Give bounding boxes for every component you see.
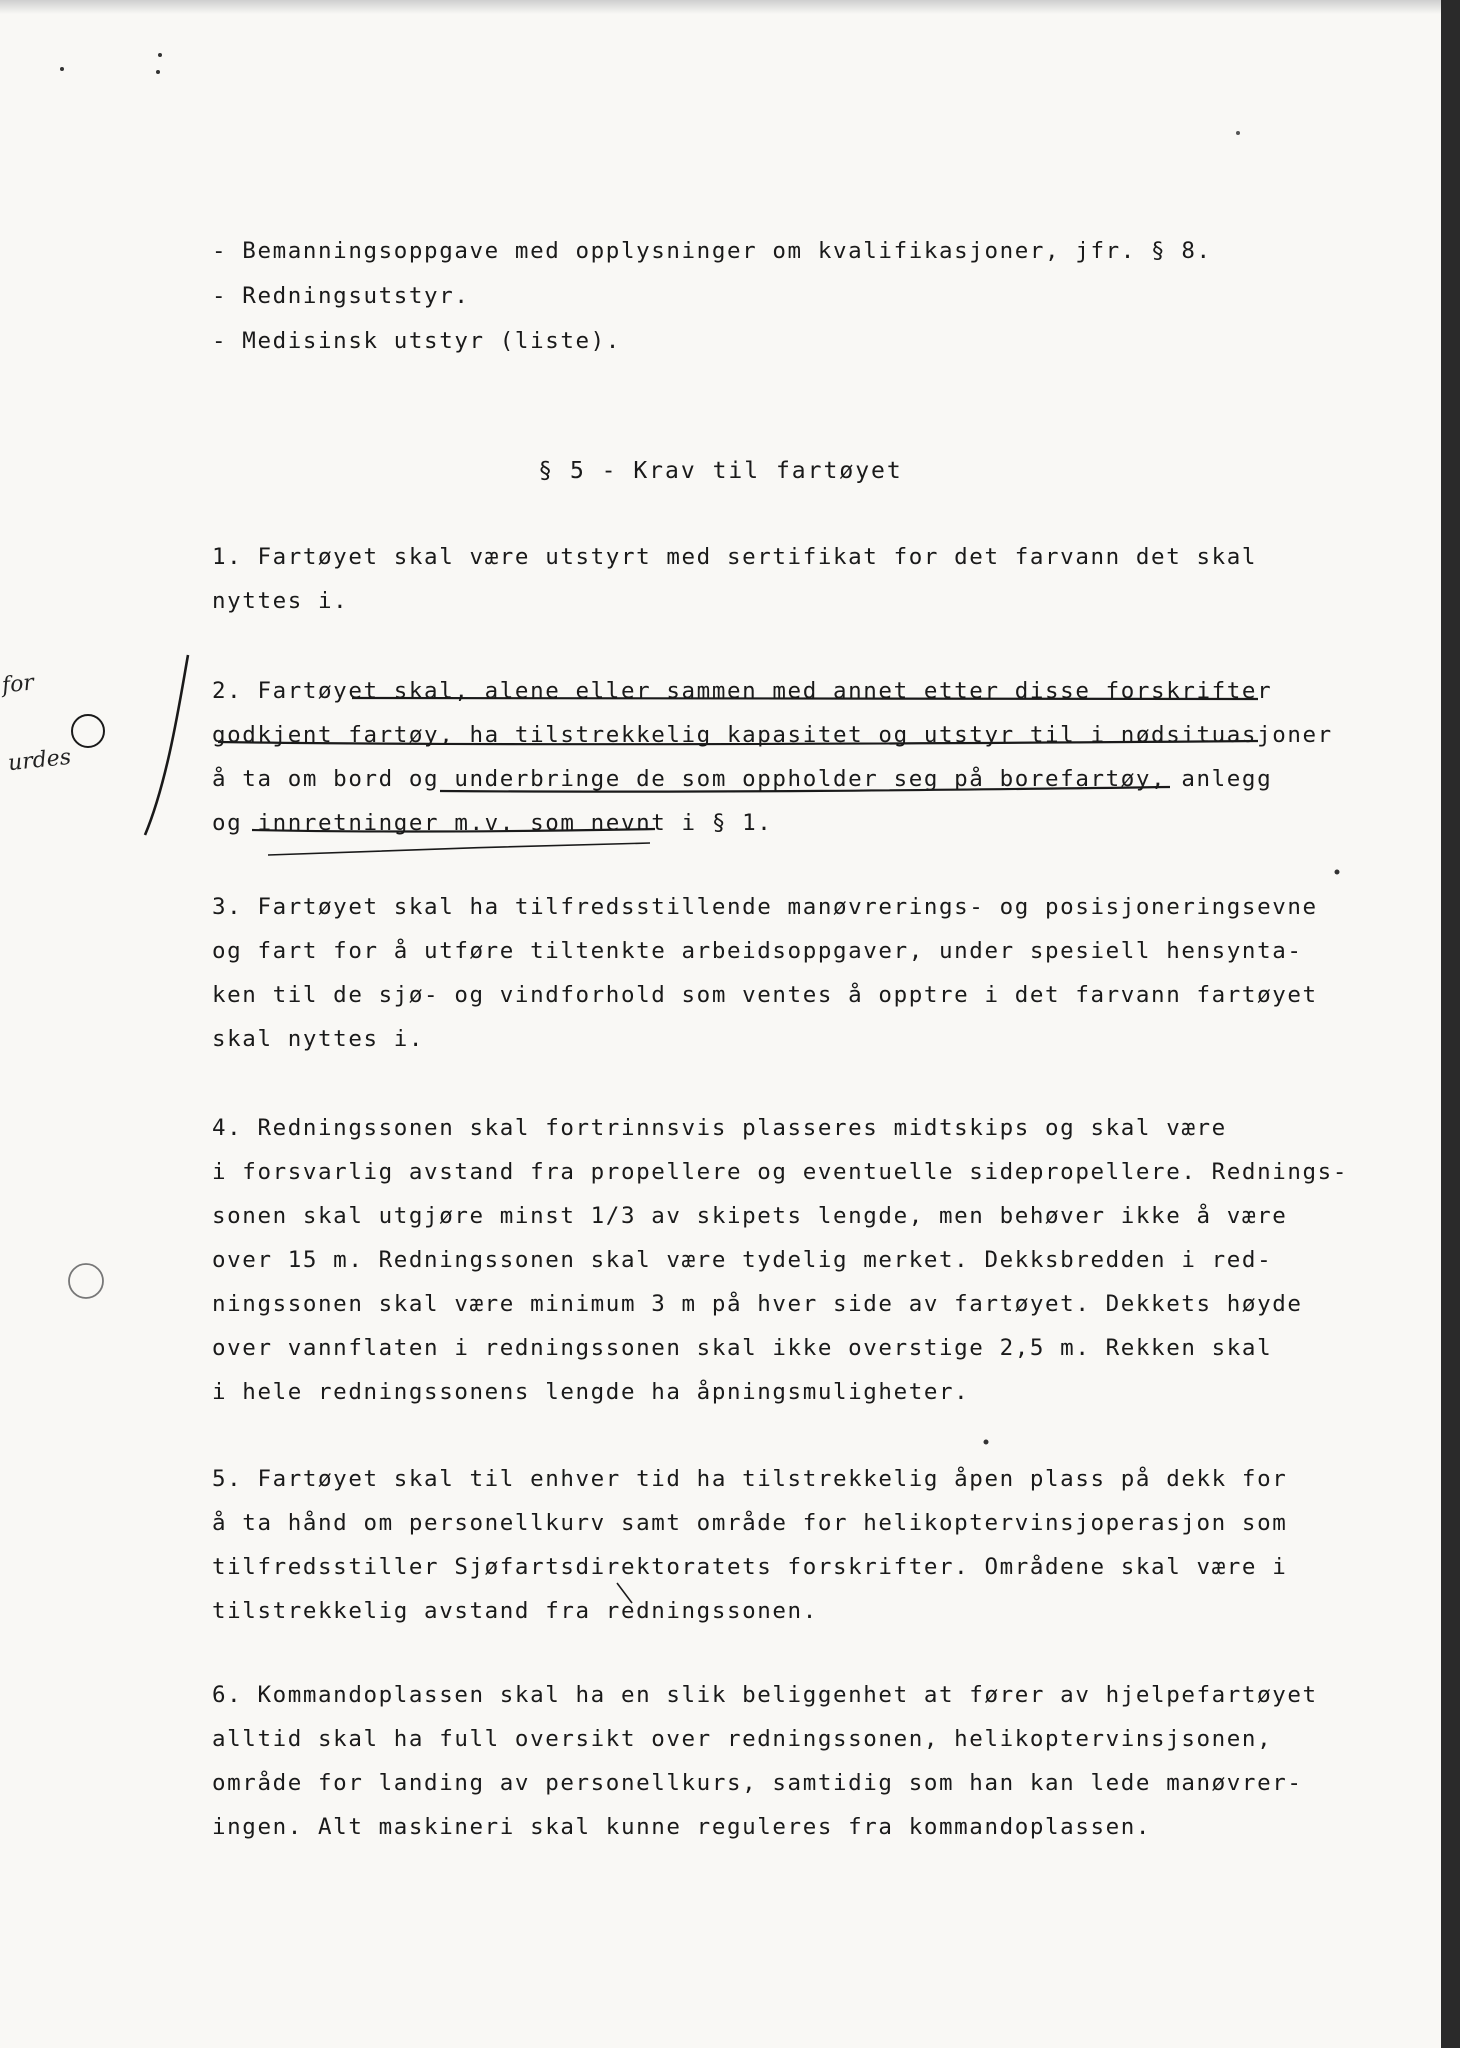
paragraph-line: å ta om bord og underbringe de som oppholder seg på borefartøy, anlegg — [212, 766, 1273, 792]
paragraph-line: nyttes i. — [212, 588, 349, 614]
list-item-medical-equipment: - Medisinsk utstyr (liste). — [212, 328, 621, 354]
paragraph-line: i hele redningssonens lengde ha åpningsmuligheter. — [212, 1379, 970, 1405]
margin-note-bottom: urdes — [6, 744, 73, 777]
paragraph-line: over vannflaten i redningssonen skal ikke overstige 2,5 m. Rekken skal — [212, 1335, 1273, 1361]
paragraph-4 — [212, 1106, 1348, 1414]
scan-right-edge — [1441, 0, 1460, 2048]
paragraph-line: godkjent fartøy, ha tilstrekkelig kapasitet og utstyr til i nødsituasjoner — [212, 722, 1333, 748]
paragraph-line: og innretninger m.v. som nevnt i § 1. — [212, 810, 773, 836]
paragraph-line: tilstrekkelig avstand fra redningssonen. — [212, 1598, 818, 1624]
paragraph-line: tilfredsstiller Sjøfartsdirektoratets forskrifter. Områdene skal være i — [212, 1554, 1288, 1580]
paragraph-line: ken til de sjø- og vindforhold som ventes å opptre i det farvann fartøyet — [212, 982, 1318, 1008]
paragraph-line: alltid skal ha full oversikt over redningssonen, helikoptervinsjsonen, — [212, 1726, 1273, 1752]
paragraph-3 — [212, 885, 1318, 1061]
scan-top-shadow — [0, 0, 1441, 14]
paragraph-line: 6. Kommandoplassen skal ha en slik beliggenhet at fører av hjelpefartøyet — [212, 1682, 1318, 1708]
paragraph-1 — [212, 535, 1312, 623]
paragraph-2 — [212, 669, 1333, 845]
paragraph-line: 1. Fartøyet skal være utstyrt med sertifikat for det farvann det skal — [212, 544, 1258, 570]
paragraph-line: ingen. Alt maskineri skal kunne reguleres fra kommandoplassen. — [212, 1814, 1152, 1840]
paragraph-line: område for landing av personellkurs, samtidig som han kan lede manøvrer- — [212, 1770, 1303, 1796]
paragraph-6 — [212, 1673, 1318, 1849]
paragraph-line: å ta hånd om personellkurv samt område for helikoptervinsjoperasjon som — [212, 1510, 1288, 1536]
paragraph-line: og fart for å utføre tiltenkte arbeidsoppgaver, under spesiell hensynta- — [212, 938, 1303, 964]
paragraph-5 — [212, 1457, 1312, 1633]
paragraph-line: ningssonen skal være minimum 3 m på hver side av fartøyet. Dekkets høyde — [212, 1291, 1303, 1317]
paragraph-line: over 15 m. Redningssonen skal være tydelig merket. Dekksbredden i red- — [212, 1247, 1273, 1273]
section-heading: § 5 - Krav til fartøyet — [538, 458, 903, 484]
paragraph-line: i forsvarlig avstand fra propellere og eventuelle sidepropellere. Rednings- — [212, 1159, 1348, 1185]
paragraph-line: 4. Redningssonen skal fortrinnsvis plasseres midtskips og skal være — [212, 1115, 1227, 1141]
margin-note-top: for — [0, 670, 36, 699]
paragraph-line: skal nyttes i. — [212, 1026, 425, 1052]
list-item-crew: - Bemanningsoppgave med opplysninger om kvalifikasjoner, jfr. § 8. — [212, 238, 1212, 264]
list-item-rescue-equipment: - Redningsutstyr. — [212, 283, 470, 309]
paragraph-line: 2. Fartøyet skal, alene eller sammen med annet etter disse forskrifter — [212, 678, 1273, 704]
paragraph-line: sonen skal utgjøre minst 1/3 av skipets lengde, men behøver ikke å være — [212, 1203, 1288, 1229]
paragraph-line: 3. Fartøyet skal ha tilfredsstillende manøvrerings- og posisjoneringsevne — [212, 894, 1318, 920]
paragraph-line: 5. Fartøyet skal til enhver tid ha tilstrekkelig åpen plass på dekk for — [212, 1466, 1288, 1492]
